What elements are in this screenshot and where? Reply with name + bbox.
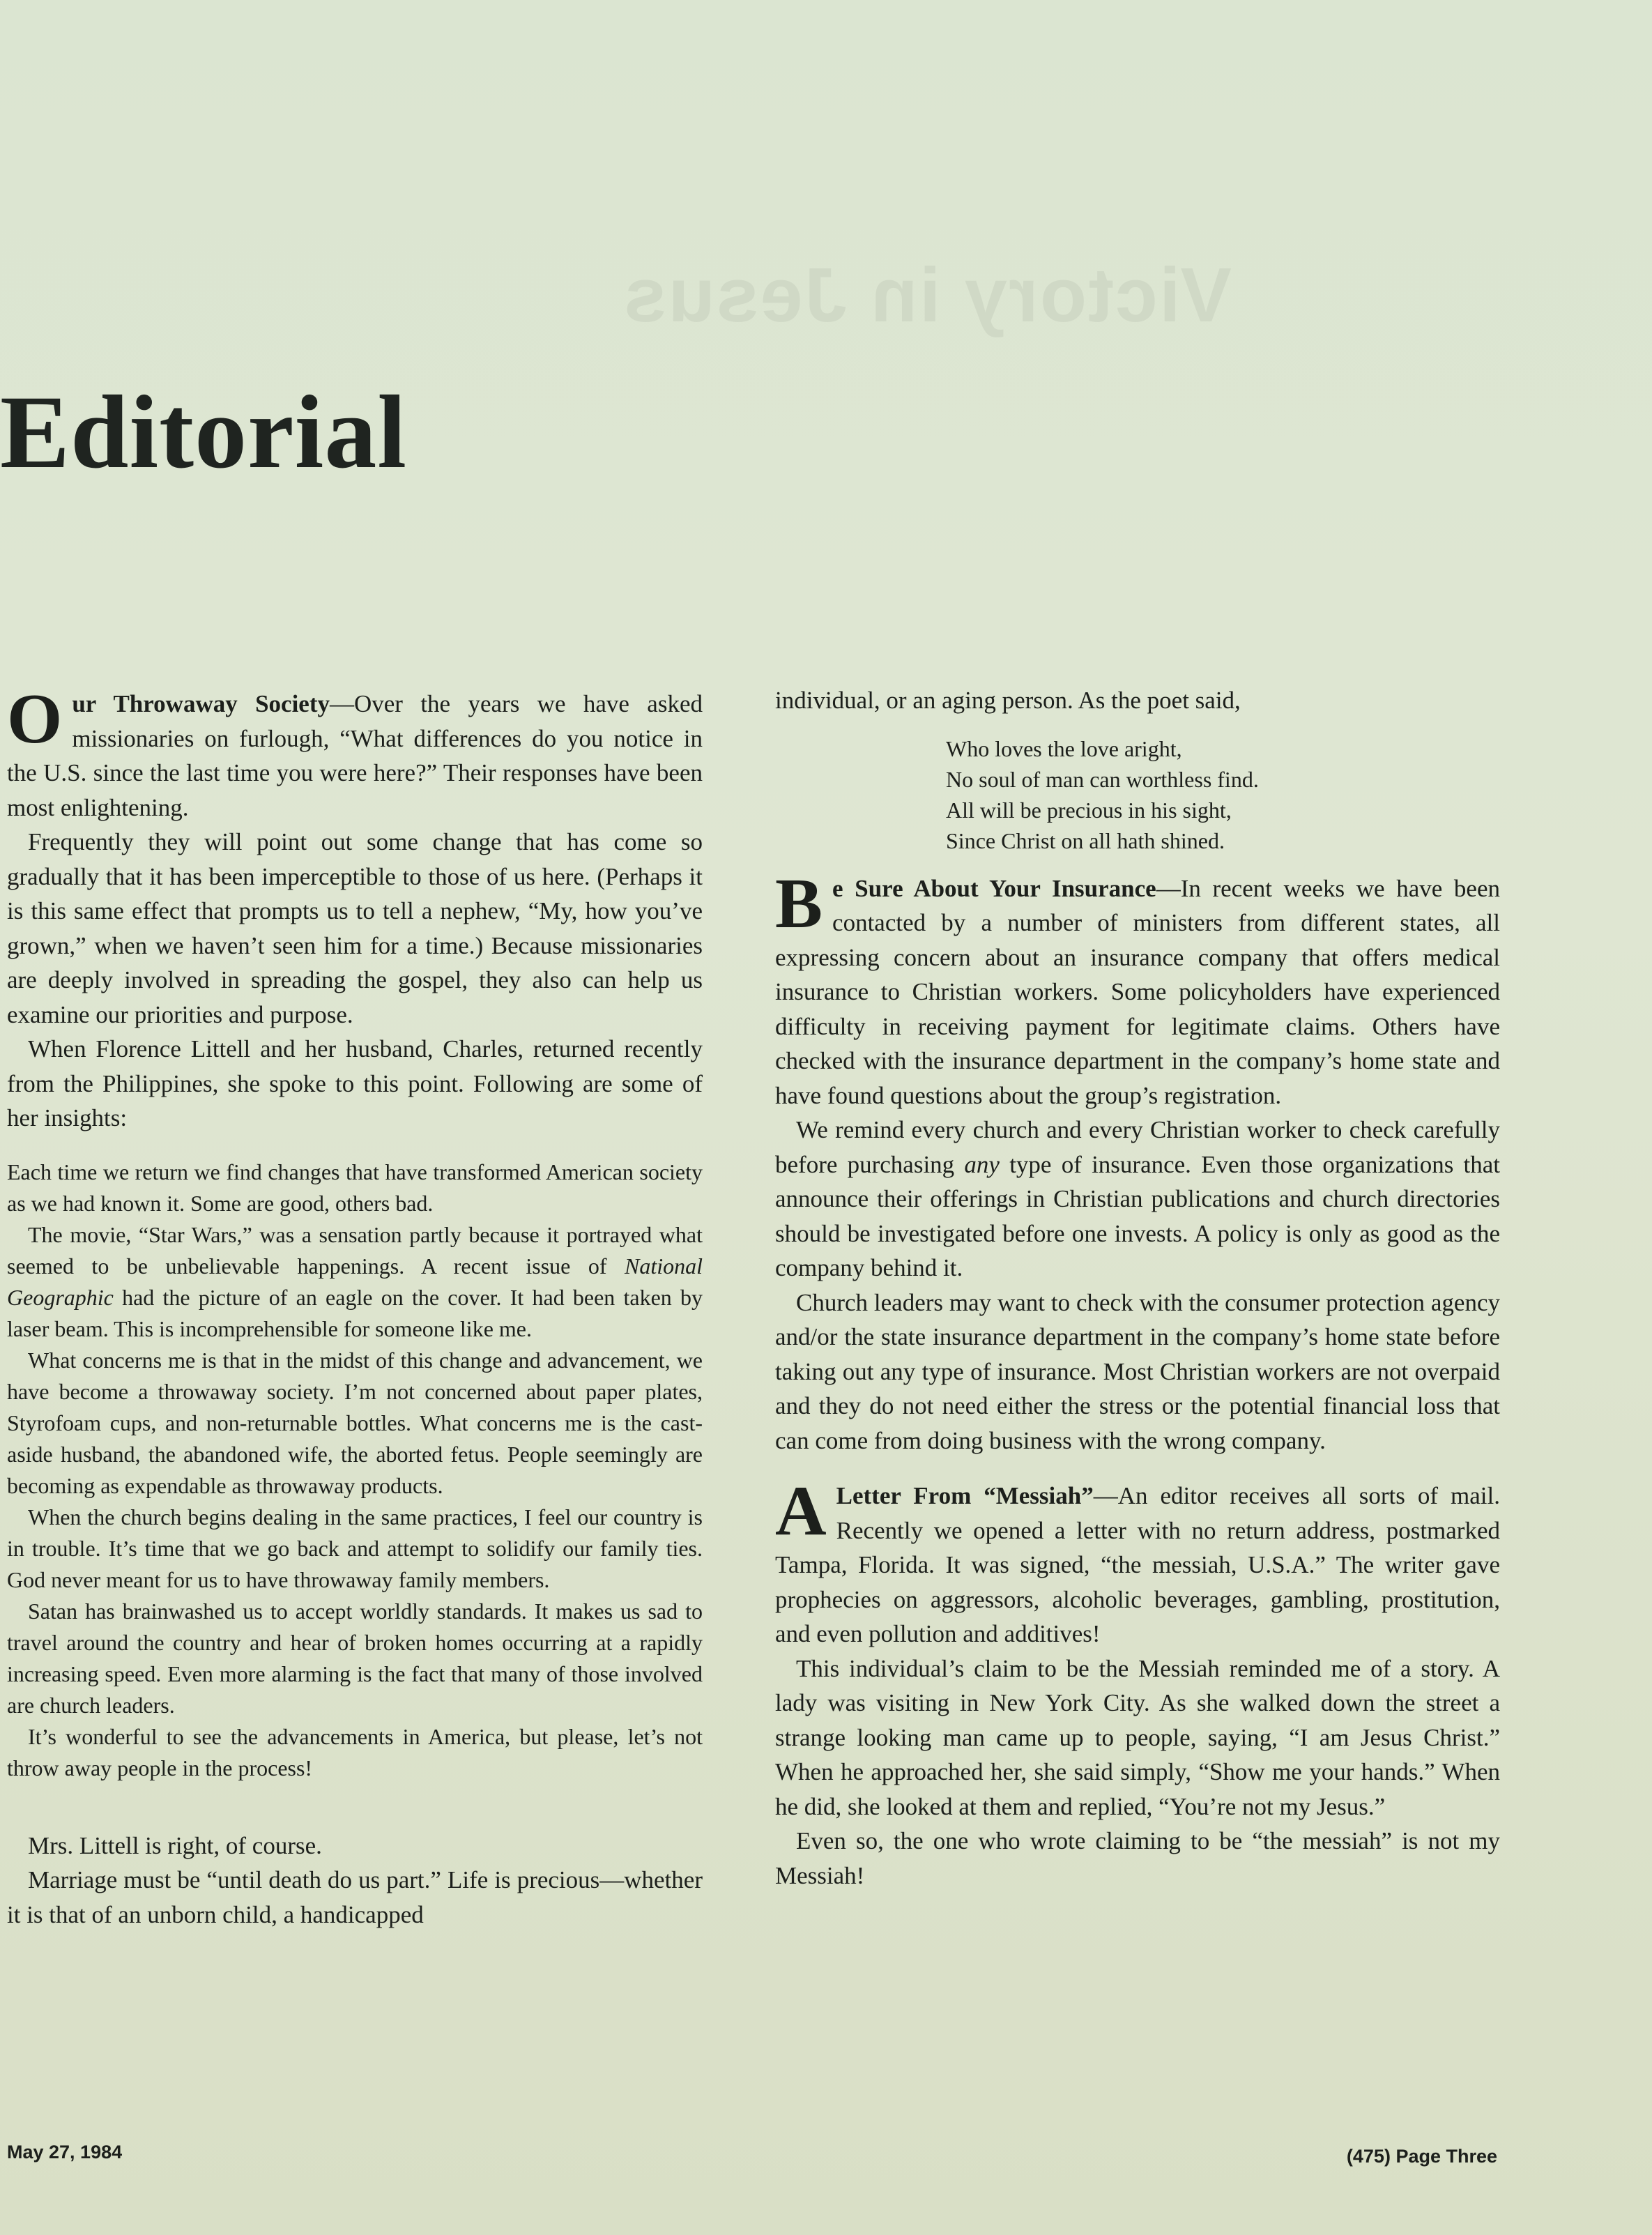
paragraph: Marriage must be “until death do us part.” Life is precious—whether it is that of an unborn child, a handicapped: [7, 1866, 703, 1928]
publication-title: National Geographic: [7, 1253, 703, 1310]
quote-paragraph: It’s wonderful to see the advancements in America, but please, let’s not throw away people in the process!: [7, 1723, 703, 1780]
bleed-through-title: Victory in Jesus: [622, 252, 1232, 338]
quote-paragraph: When the church begins dealing in the same practices, I feel our country is in trouble. It’s time that we go back and attempt to solidify our family ties. God never meant for us to have throwaway family members.: [7, 1504, 703, 1592]
page-title: Editorial: [0, 374, 408, 490]
paragraph: Church leaders may want to check with the consumer protection agency and/or the state insurance department in the company’s home state before taking out any type of insurance. Most Christian workers are not overpaid and they do not need either the stress or the potential financial loss that can come from doing business with the wrong company.: [775, 1288, 1500, 1454]
article-heading: Letter From “Messiah”: [836, 1482, 1094, 1509]
paragraph: This individual’s claim to be the Messiah reminded me of a story. A lady was visiting in New York City. As she walked down the street a strange looking man came up to people, saying, “I am Jesus Christ.” When he approached her, she said simply, “Show me your hands.” When he did, she looked at them and replied, “You’re not my Jesus.”: [775, 1654, 1500, 1820]
article-heading: e Sure About Your Insurance: [832, 874, 1156, 902]
paragraph: Frequently they will point out some change that has come so gradually that it has been imperceptible to those of us here. (Perhaps it is this same effect that prompts us to tell a nephew, “My, how you’ve grown,” when we haven’t seen him for a time.) Because missionaries are deeply involved in spreading the gospel, they also can help us examine our priorities and purpose.: [7, 828, 703, 1028]
poem-line: Who loves the love aright,: [946, 735, 1182, 761]
issue-date: May 27, 1984: [7, 2142, 123, 2162]
poem-line: No soul of man can worthless find.: [946, 766, 1259, 792]
poem: [946, 733, 1500, 856]
dropcap: B: [775, 864, 823, 943]
paragraph-text: —Over the years we have asked missionaries on furlough, “What differences do you notice in the U.S. since the last time you were here?” Their responses have been most enlightening.: [7, 690, 703, 821]
paragraph: We remind every church and every Christian worker to check carefully before purchasing any type of insurance. Even those organizations that announce their offerings in Christian publications and church directories should be investigated before one invests. A policy is only as good as the company behind it.: [775, 1116, 1501, 1281]
poem-line: All will be precious in his sight,: [946, 797, 1232, 823]
left-column: [7, 680, 703, 1932]
quote-paragraph: The movie, “Star Wars,” was a sensation partly because it portrayed what seemed to be unbelievable happenings. A recent issue of National Geographic had the picture of an eagle on the cover. It had been taken by laser beam. This is incomprehensible for someone like me.: [7, 1221, 703, 1341]
paragraph-text: —An editor receives all sorts of mail. Recently we opened a letter with no return address, postmarked Tampa, Florida. It was signed, “the messiah, U.S.A.” The writer gave prophecies on aggressors, alcoholic beverages, gambling, prostitution, and even pollution and additives!: [775, 1482, 1500, 1647]
quote-paragraph: What concerns me is that in the midst of this change and advancement, we have become a throwaway society. I’m not concerned about paper plates, Styrofoam cups, and non-returnable bottles. What concerns me is the cast-aside husband, the abandoned wife, the aborted fetus. People seemingly are becoming as expendable as throwaway products.: [7, 1347, 703, 1498]
dropcap: O: [7, 680, 63, 758]
article-insurance-intro: [775, 864, 1500, 1113]
poem-line: Since Christ on all hath shined.: [946, 827, 1225, 853]
paragraph-text: —In recent weeks we have been contacted by a number of ministers from different states, all expressing concern about an insurance company that offers medical insurance to Christian workers. Some policyholders have experienced difficulty in receiving payment for legitimate claims. Others have checked with the insurance department in the company’s home state and have found questions about the group’s registration.: [775, 874, 1500, 1109]
article-throwaway-intro: [7, 680, 703, 825]
block-quote: [7, 1157, 703, 1784]
dropcap: A: [775, 1472, 827, 1550]
article-messiah-intro: [775, 1472, 1500, 1652]
right-column: [775, 683, 1500, 1893]
quote-paragraph: Satan has brainwashed us to accept worldly standards. It makes us sad to travel around the country and hear of broken homes occurring at a rapidly increasing speed. Even more alarming is the fact that many of those involved are church leaders.: [7, 1598, 703, 1718]
paragraph: Even so, the one who wrote claiming to be “the messiah” is not my Messiah!: [775, 1827, 1500, 1889]
article-heading: ur Throwaway Society: [72, 690, 330, 717]
paragraph: Mrs. Littell is right, of course.: [28, 1831, 322, 1859]
emphasis: any: [964, 1150, 1000, 1178]
quote-paragraph: Each time we return we find changes that have transformed American society as we had known it. Some are good, others bad.: [7, 1159, 703, 1216]
paragraph: When Florence Littell and her husband, Charles, returned recently from the Philippines, she spoke to this point. Following are some of her insights:: [7, 1035, 703, 1131]
paragraph: individual, or an aging person. As the poet said,: [775, 687, 1241, 714]
page-number: (475) Page Three: [1346, 2146, 1497, 2167]
